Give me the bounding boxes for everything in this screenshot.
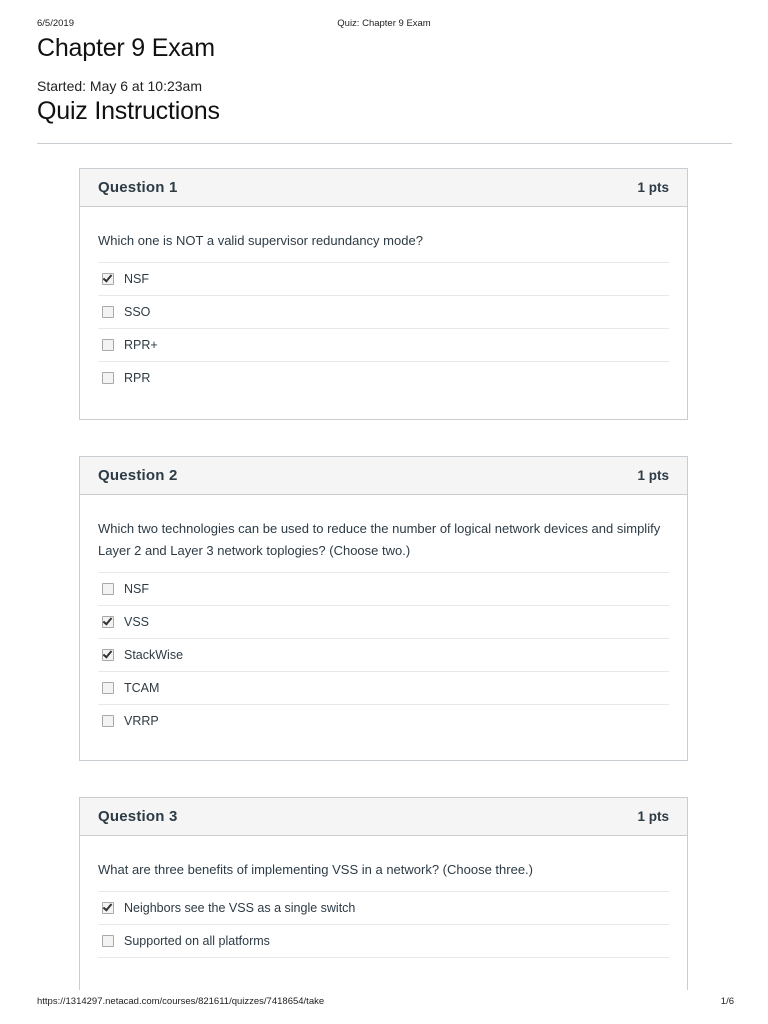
answer-label: VSS — [124, 615, 150, 629]
answer-option[interactable] — [98, 704, 669, 737]
question-name: Question 1 — [98, 179, 178, 196]
print-page-number: 1/6 — [720, 996, 734, 1007]
question-header — [80, 798, 687, 836]
checkbox[interactable] — [102, 616, 114, 628]
answer-list — [98, 572, 669, 737]
answer-label: Supported on all platforms — [124, 934, 270, 948]
answer-option[interactable] — [98, 328, 669, 361]
question-body — [80, 495, 687, 737]
answer-option[interactable] — [98, 295, 669, 328]
checkbox[interactable] — [102, 649, 114, 661]
answer-option — [98, 957, 669, 978]
checkbox[interactable] — [102, 273, 114, 285]
answer-list — [98, 262, 669, 394]
question-header — [80, 169, 687, 207]
answer-option[interactable] — [98, 671, 669, 704]
print-footer — [0, 990, 768, 1010]
answer-label: SSO — [124, 305, 151, 319]
question-1 — [79, 168, 688, 420]
checkbox[interactable] — [102, 306, 114, 318]
answer-label: NSF — [124, 272, 149, 286]
answer-label: RPR — [124, 371, 151, 385]
answer-label: RPR+ — [124, 338, 158, 352]
question-points: 1 pts — [637, 809, 669, 824]
question-header — [80, 457, 687, 495]
answer-option[interactable] — [98, 262, 669, 295]
started-timestamp: Started: May 6 at 10:23am — [37, 78, 202, 94]
question-3 — [79, 797, 688, 990]
print-doc-title: Quiz: Chapter 9 Exam — [337, 18, 431, 29]
checkbox[interactable] — [102, 935, 114, 947]
answer-option[interactable] — [98, 638, 669, 671]
print-url: https://1314297.netacad.com/courses/821611/quizzes/7418654/take — [37, 996, 325, 1007]
answer-label: NSF — [124, 582, 149, 596]
quiz-instructions-heading: Quiz Instructions — [37, 97, 220, 125]
question-text: Which one is NOT a valid supervisor redundancy mode? — [98, 233, 423, 248]
checkbox[interactable] — [102, 583, 114, 595]
answer-option[interactable] — [98, 924, 669, 957]
answer-option[interactable] — [98, 361, 669, 394]
answer-label: TCAM — [124, 681, 160, 695]
checkbox[interactable] — [102, 339, 114, 351]
question-body — [80, 836, 687, 978]
exam-title: Chapter 9 Exam — [37, 34, 215, 62]
question-points: 1 pts — [637, 468, 669, 483]
checkbox[interactable] — [102, 902, 114, 914]
question-points: 1 pts — [637, 180, 669, 195]
question-2 — [79, 456, 688, 761]
answer-option[interactable] — [98, 605, 669, 638]
checkbox[interactable] — [102, 715, 114, 727]
question-text: What are three benefits of implementing VSS in a network? (Choose three.) — [98, 862, 533, 877]
checkbox[interactable] — [102, 372, 114, 384]
checkbox[interactable] — [102, 682, 114, 694]
question-name: Question 3 — [98, 808, 178, 825]
divider — [37, 143, 732, 144]
answer-label: Neighbors see the VSS as a single switch — [124, 901, 356, 915]
question-name: Question 2 — [98, 467, 178, 484]
answer-option[interactable] — [98, 572, 669, 605]
question-body — [80, 207, 687, 394]
print-date: 6/5/2019 — [37, 18, 74, 29]
answer-label: VRRP — [124, 714, 159, 728]
answer-list — [98, 891, 669, 978]
answer-label: StackWise — [124, 648, 184, 662]
question-text: Which two technologies can be used to reduce the number of logical network devices and simplify Layer 2 and Layer 3 network toplogies? (Choose two.) — [98, 521, 661, 558]
answer-option[interactable] — [98, 891, 669, 924]
